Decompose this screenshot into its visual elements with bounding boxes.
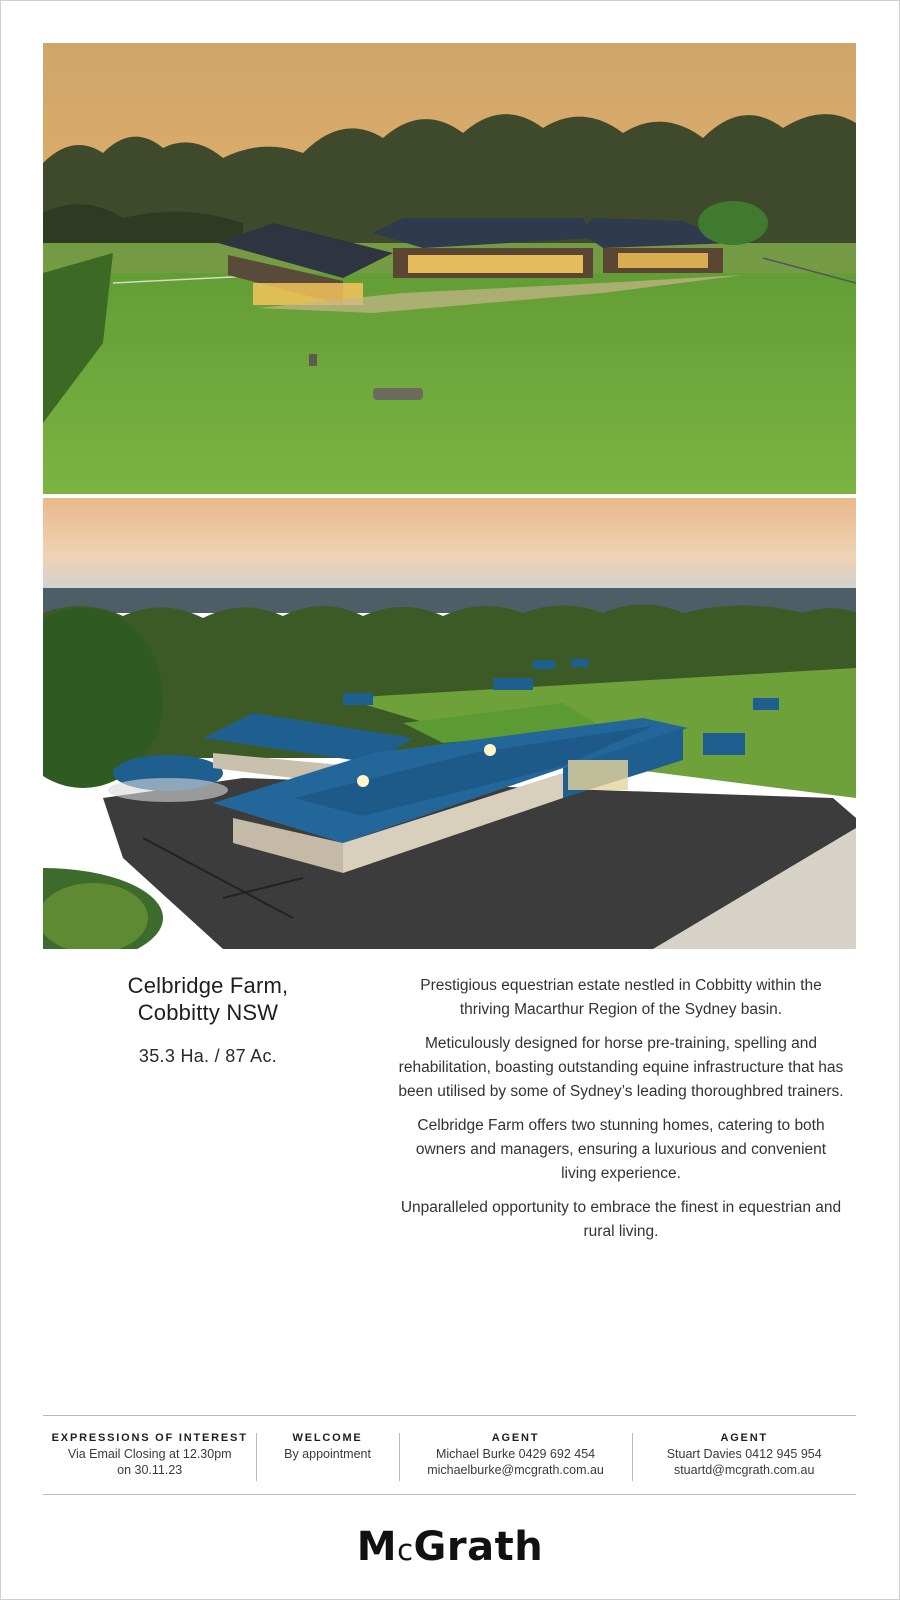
mcgrath-logo	[0, 1524, 900, 1570]
stables-aerial-photo	[43, 498, 856, 949]
logo-letter-c: c	[397, 1533, 414, 1567]
property-area: 35.3 Ha. / 87 Ac.	[138, 1046, 278, 1066]
agent2-phone[interactable]: Stuart Davies 0412 945 954	[666, 1447, 822, 1461]
description-paragraph: Meticulously designed for horse pre-training, spelling and rehabilitation, boasting outstanding equine infrastructure that has been utilised by some of Sydney’s leading thoroughbred trainers.	[398, 1035, 844, 1100]
property-description	[398, 974, 844, 1254]
expressions-of-interest	[43, 1416, 256, 1494]
welcome-line1: By appointment	[284, 1447, 371, 1461]
property-title-line1: Celbridge Farm,	[127, 973, 289, 998]
agent1-phone[interactable]: Michael Burke 0429 692 454	[435, 1447, 596, 1461]
logo-word-grath: Grath	[413, 1524, 544, 1570]
eoi-heading: EXPRESSIONS OF INTEREST	[51, 1432, 248, 1444]
description-paragraph: Unparalleled opportunity to embrace the finest in equestrian and rural living.	[400, 1199, 842, 1240]
property-summary	[43, 972, 373, 1067]
info-bar	[43, 1415, 856, 1495]
description-paragraph: Prestigious equestrian estate nestled in Cobbitty within the thriving Macarthur Region of the Sydney basin.	[420, 977, 822, 1018]
agent-contact-stuart	[632, 1416, 856, 1494]
eoi-line1: Via Email Closing at 12.30pm	[67, 1447, 232, 1461]
property-title	[43, 972, 373, 1026]
agent1-email[interactable]: michaelburke@mcgrath.com.au	[427, 1463, 604, 1477]
agent2-email[interactable]: stuartd@mcgrath.com.au	[673, 1463, 815, 1477]
agent-contact-michael	[399, 1416, 633, 1494]
homestead-aerial-photo	[43, 43, 856, 494]
welcome-heading: WELCOME	[292, 1432, 363, 1444]
property-title-line2: Cobbitty NSW	[137, 1000, 279, 1025]
agent1-heading: AGENT	[491, 1432, 540, 1444]
agent2-heading: AGENT	[720, 1432, 768, 1444]
welcome-info	[256, 1416, 398, 1494]
eoi-line2: on 30.11.23	[117, 1463, 183, 1477]
logo-letter-m: M	[356, 1524, 398, 1570]
description-paragraph: Celbridge Farm offers two stunning homes, catering to both owners and managers, ensuring a luxurious and convenient living experience.	[415, 1117, 827, 1182]
